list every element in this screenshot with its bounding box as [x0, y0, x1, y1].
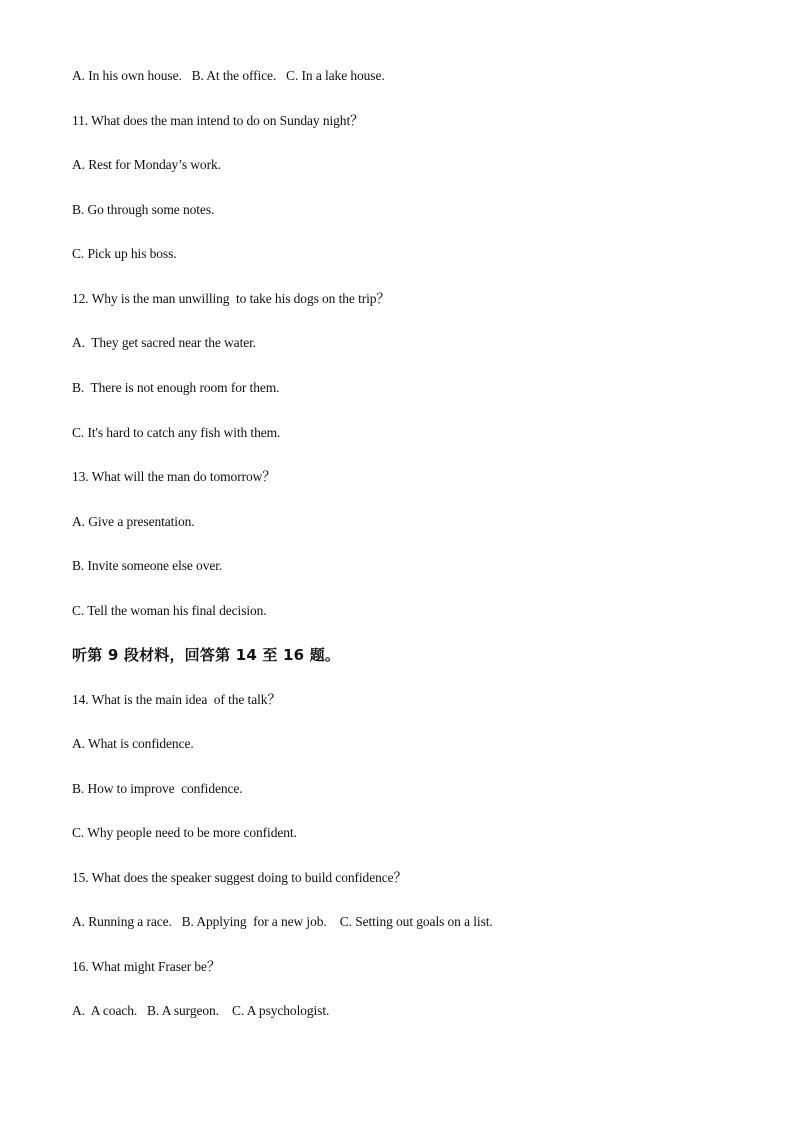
question-16: 16. What might Fraser be？	[72, 959, 221, 974]
q13-option-a: A. Give a presentation.	[72, 514, 195, 529]
q16-options: A. A coach. B. A surgeon. C. A psychologist.	[72, 1003, 330, 1018]
q13-option-b: B. Invite someone else over.	[72, 558, 223, 573]
section-heading: 听第 9 段材料，回答第 14 至 16 题。	[72, 646, 341, 664]
question-11: 11. What does the man intend to do on Sunday night？	[72, 113, 364, 128]
q14-option-c: C. Why people need to be more confident.	[72, 825, 297, 840]
q11-option-a: A. Rest for Monday’s work.	[72, 157, 221, 172]
q11-option-c: C. Pick up his boss.	[72, 246, 177, 261]
q12-option-b: B. There is not enough room for them.	[72, 380, 280, 395]
q12-option-c: C. It's hard to catch any fish with them.	[72, 425, 281, 440]
q13-option-c: C. Tell the woman his final decision.	[72, 603, 267, 618]
question-15: 15. What does the speaker suggest doing to build confidence？	[72, 870, 407, 885]
question-13: 13. What will the man do tomorrow？	[72, 469, 276, 484]
question-12: 12. Why is the man unwilling to take his dogs on the trip？	[72, 291, 390, 306]
question-14: 14. What is the main idea of the talk？	[72, 692, 281, 707]
q14-option-a: A. What is confidence.	[72, 736, 194, 751]
q15-options: A. Running a race. B. Applying for a new job. C. Setting out goals on a list.	[72, 914, 493, 929]
q10-options: A. In his own house. B. At the office. C. In a lake house.	[72, 68, 385, 83]
q12-option-a: A. They get sacred near the water.	[72, 335, 257, 350]
q14-option-b: B. How to improve confidence.	[72, 781, 243, 796]
q11-option-b: B. Go through some notes.	[72, 202, 215, 217]
